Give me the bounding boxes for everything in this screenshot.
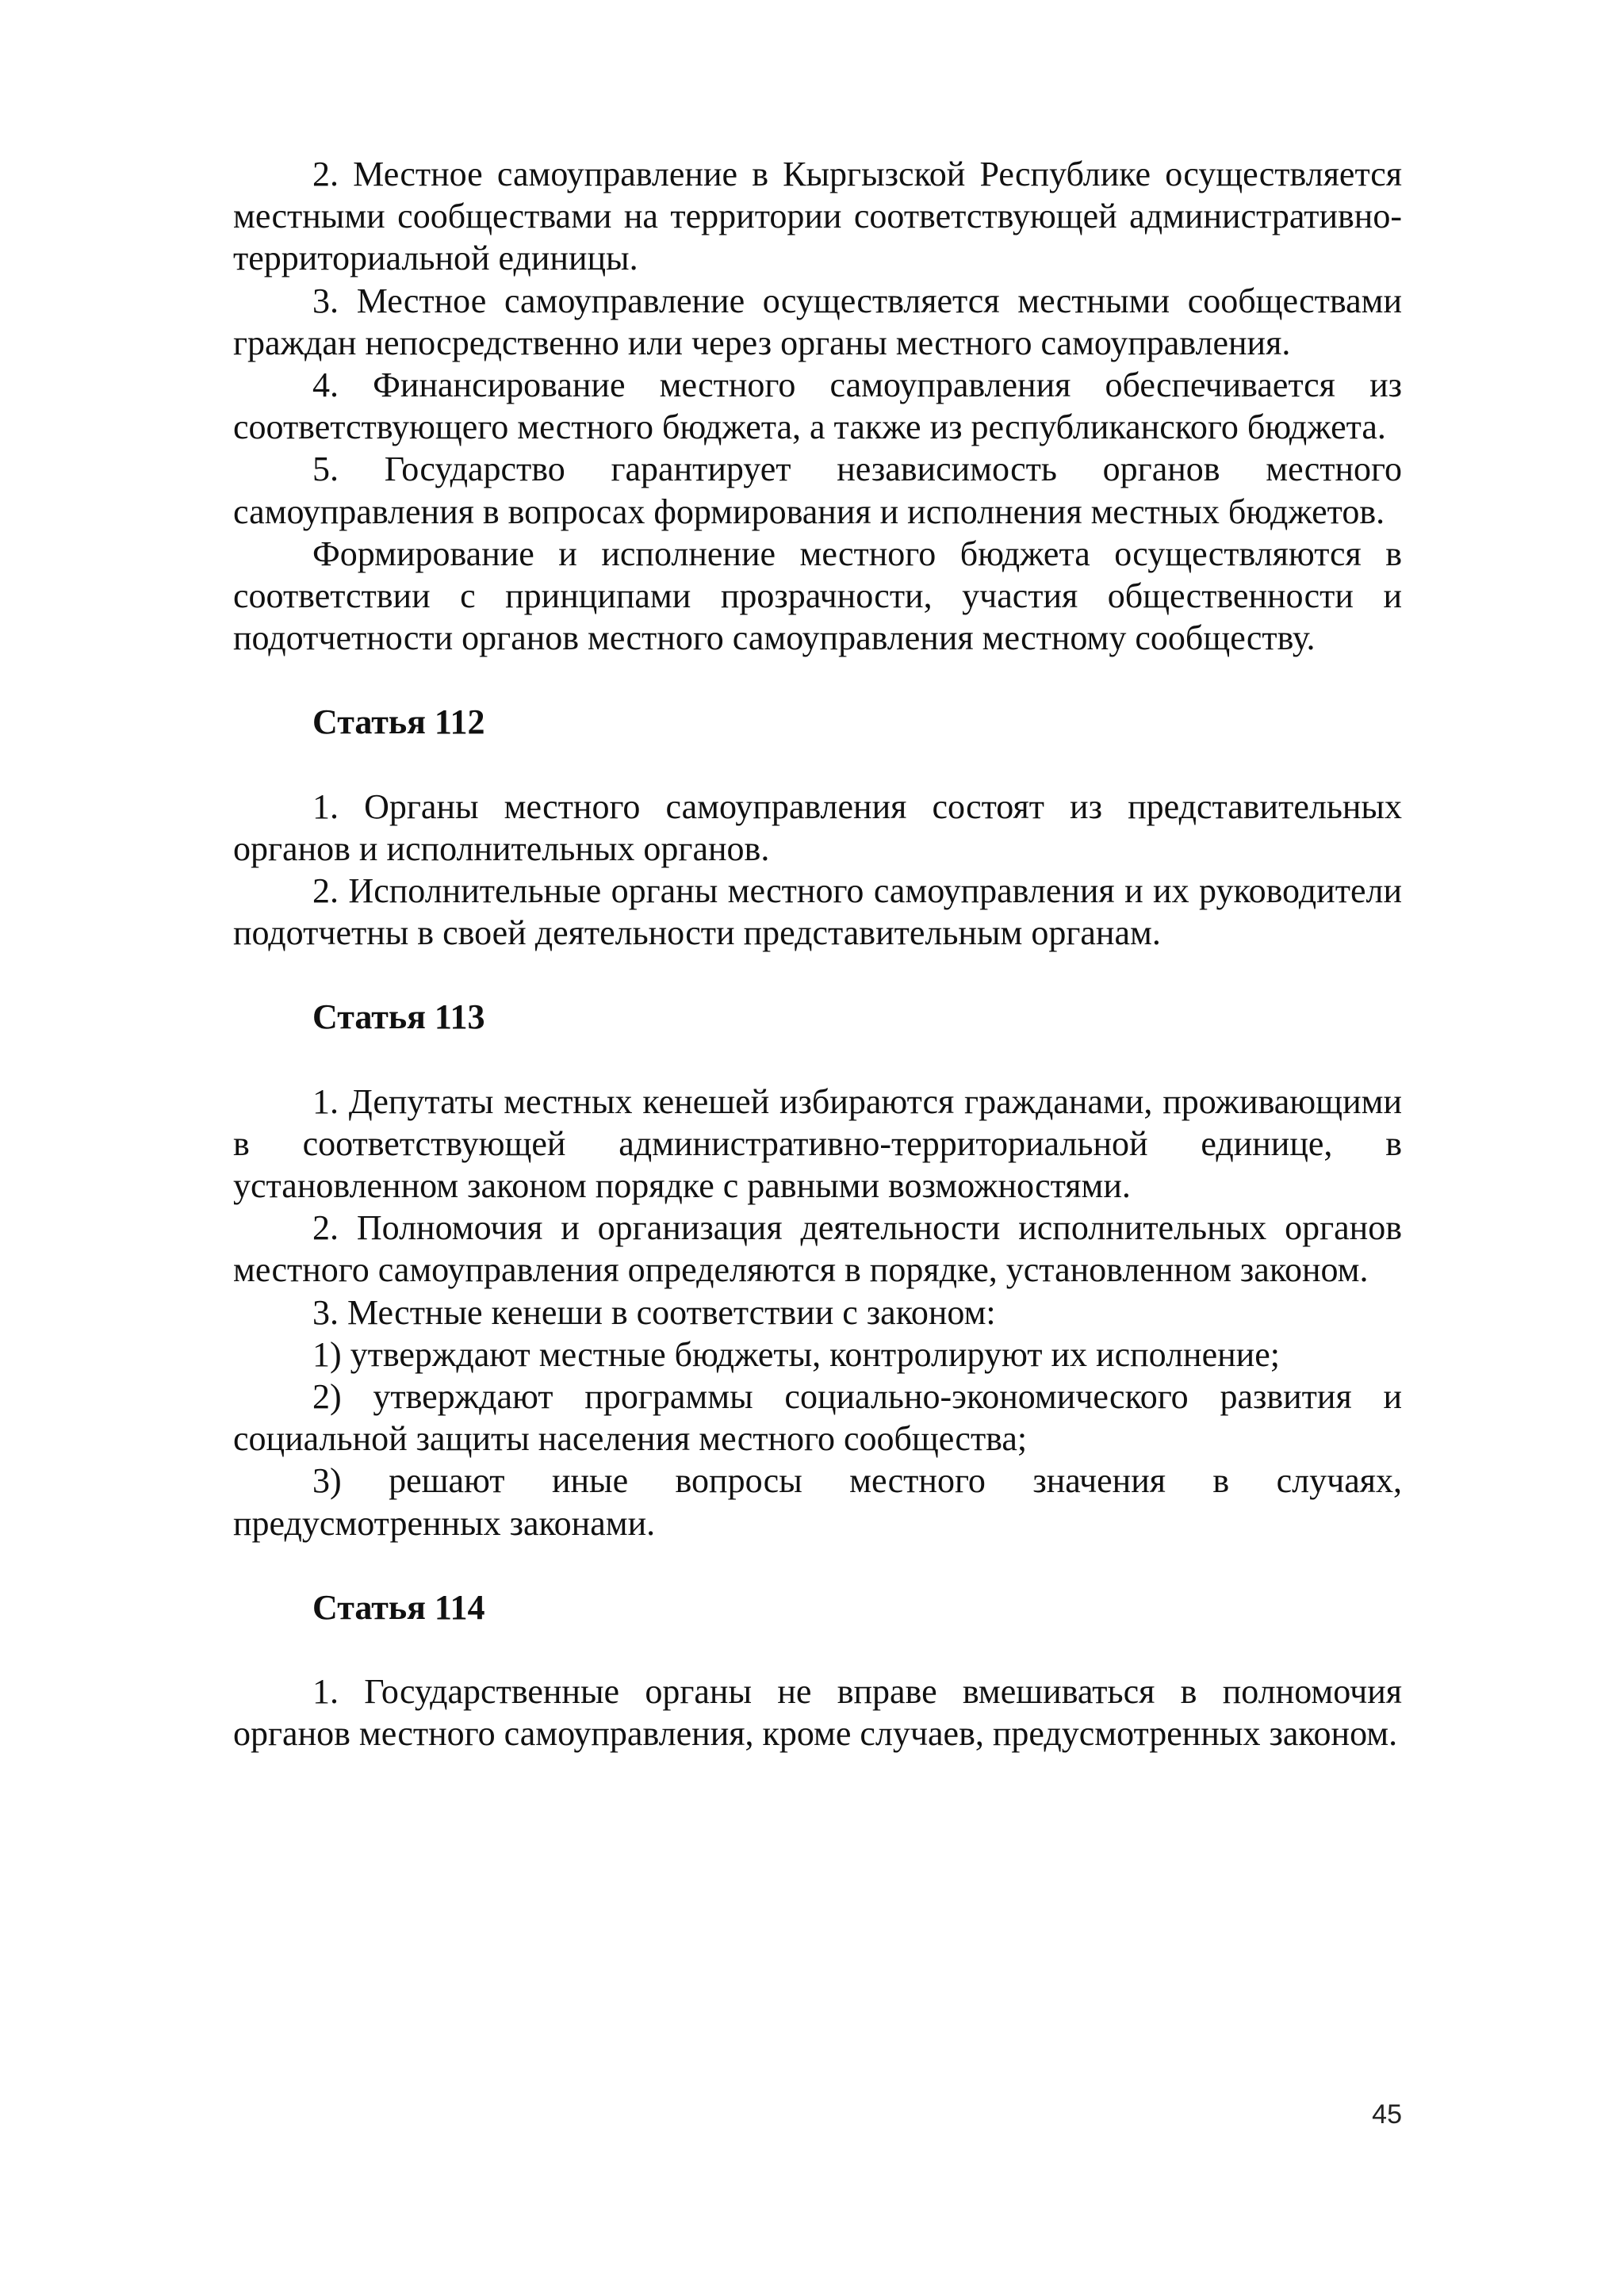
paragraph: 1. Органы местного самоуправления состоят из представительных органов и исполнительных органов. [233, 786, 1402, 868]
article-heading-112: Статья 112 [312, 702, 485, 742]
paragraph: 2. Местное самоуправление в Кыргызской Республике осуществляется местными сообществами на территории соответствующей административно-территориальной единицы. [233, 155, 1402, 278]
list-item: 2) утверждают программы социально-экономического развития и социальной защиты населения местного сообщества; [233, 1377, 1402, 1459]
paragraph: 2. Исполнительные органы местного самоуправления и их руководители подотчетны в своей деятельности представительным органам. [233, 871, 1402, 953]
paragraph: 5. Государство гарантирует независимость органов местного самоуправления в вопросах формирования и исполнения местных бюджетов. [233, 450, 1402, 531]
paragraph: 3. Местные кенеши в соответствии с законом: [312, 1292, 996, 1332]
document-page [233, 153, 1402, 1755]
paragraph: 2. Полномочия и организация деятельности исполнительных органов местного самоуправления определяются в порядке, установленном законом. [233, 1208, 1402, 1290]
page-number: 45 [1372, 2099, 1402, 2130]
paragraph: Формирование и исполнение местного бюджета осуществляются в соответствии с принципами прозрачности, участия общественности и подотчетности органов местного самоуправления местному сообществу. [233, 534, 1402, 658]
list-item: 1) утверждают местные бюджеты, контролируют их исполнение; [312, 1334, 1280, 1374]
paragraph: 1. Государственные органы не вправе вмешиваться в полномочия органов местного самоуправления, кроме случаев, предусмотренных законом. [233, 1672, 1402, 1754]
article-heading-114: Статья 114 [312, 1587, 485, 1627]
article-heading-113: Статья 113 [312, 997, 485, 1037]
paragraph: 3. Местное самоуправление осуществляется местными сообществами граждан непосредственно или через органы местного самоуправления. [233, 281, 1402, 362]
paragraph: 4. Финансирование местного самоуправления обеспечивается из соответствующего местного бюджета, а также из республиканского бюджета. [233, 365, 1402, 447]
paragraph: 1. Депутаты местных кенешей избираются гражданами, проживающими в соответствующей административно-территориальной единице, в установленном законом порядке с равными возможностями. [233, 1081, 1402, 1206]
list-item: 3) решают иные вопросы местного значения в случаях, предусмотренных законами. [233, 1461, 1402, 1543]
